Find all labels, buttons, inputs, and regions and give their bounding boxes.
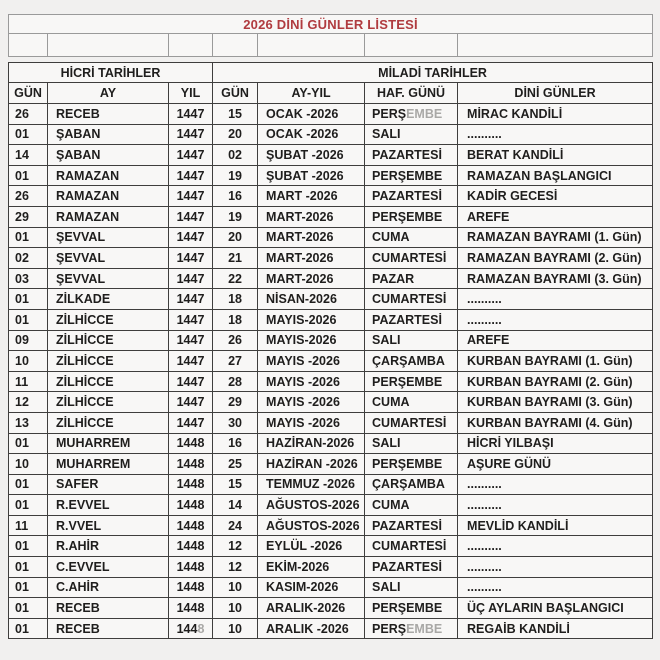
table-cell: 18 (213, 309, 258, 330)
table-cell: ŞEVVAL (48, 227, 169, 248)
table-cell: 09 (9, 330, 48, 351)
table-cell: RECEB (48, 104, 169, 125)
table-cell: 1447 (169, 206, 213, 227)
spacer-cell (213, 34, 258, 57)
table-cell: ZİLHİCCE (48, 412, 169, 433)
table-cell: ZİLHİCCE (48, 371, 169, 392)
section-header-row (9, 63, 653, 83)
table-cell: .......... (458, 536, 653, 557)
table-row (9, 577, 653, 598)
table-cell: .......... (458, 289, 653, 310)
table-cell: AĞUSTOS-2026 (258, 495, 365, 516)
table-cell: 25 (213, 454, 258, 475)
table-cell: ŞABAN (48, 124, 169, 145)
table-cell: CUMARTESİ (365, 289, 458, 310)
table-cell: 10 (213, 577, 258, 598)
table-cell: RAMAZAN BAYRAMI (1. Gün) (458, 227, 653, 248)
table-cell: PAZARTESİ (365, 186, 458, 207)
table-cell: 10 (213, 618, 258, 639)
table-cell: 18 (213, 289, 258, 310)
table-cell: MEVLİD KANDİLİ (458, 515, 653, 536)
table-cell: HİCRİ YILBAŞI (458, 433, 653, 454)
table-cell: RAMAZAN BAYRAMI (3. Gün) (458, 268, 653, 289)
table-cell: OCAK -2026 (258, 124, 365, 145)
table-cell: MART-2026 (258, 268, 365, 289)
table-cell: 1448 (169, 515, 213, 536)
table-cell: PERŞEMBE (365, 165, 458, 186)
table-cell: ZİLKADE (48, 289, 169, 310)
table-cell: 1447 (169, 104, 213, 125)
table-cell: 02 (213, 145, 258, 166)
table-row (9, 433, 653, 454)
table-cell: .......... (458, 495, 653, 516)
cell-text-faded: EMBE (406, 106, 443, 121)
table-row (9, 474, 653, 495)
spacer-row (9, 34, 653, 57)
table-cell: KURBAN BAYRAMI (2. Gün) (458, 371, 653, 392)
table-cell: 12 (213, 536, 258, 557)
table-cell: 1447 (169, 392, 213, 413)
table-cell: AREFE (458, 330, 653, 351)
table-cell: 1448 (169, 433, 213, 454)
table-row (9, 598, 653, 619)
table-cell: REGAİB KANDİLİ (458, 618, 653, 639)
table-cell: 1447 (169, 145, 213, 166)
table-cell: CUMARTESİ (365, 412, 458, 433)
table-cell: PAZARTESİ (365, 515, 458, 536)
section-header-miladi: MİLADİ TARİHLER (213, 63, 653, 83)
table-cell: KADİR GECESİ (458, 186, 653, 207)
table-cell: 1447 (169, 248, 213, 269)
column-header-haf-gunu: HAF. GÜNÜ (365, 83, 458, 104)
table-cell: R.EVVEL (48, 495, 169, 516)
table-cell: 14 (213, 495, 258, 516)
table-cell: 10 (213, 598, 258, 619)
table-row (9, 104, 653, 125)
table-cell: KURBAN BAYRAMI (4. Gün) (458, 412, 653, 433)
table-cell: 01 (9, 577, 48, 598)
table-cell: 15 (213, 104, 258, 125)
table-cell (365, 104, 458, 125)
table-cell: KASIM-2026 (258, 577, 365, 598)
table-cell: 13 (9, 412, 48, 433)
table-cell: MAYIS -2026 (258, 412, 365, 433)
table-cell: R.VVEL (48, 515, 169, 536)
table-cell: 01 (9, 433, 48, 454)
table-cell: 1447 (169, 186, 213, 207)
table-cell: 1448 (169, 474, 213, 495)
table-row (9, 186, 653, 207)
section-header-hicri: HİCRİ TARİHLER (9, 63, 213, 83)
table-cell: 02 (9, 248, 48, 269)
page-title: 2026 DİNİ GÜNLER LİSTESİ (9, 15, 653, 34)
table-cell: 12 (213, 557, 258, 578)
table-cell: 20 (213, 124, 258, 145)
table-cell: 22 (213, 268, 258, 289)
table-row (9, 124, 653, 145)
table-cell: MAYIS-2026 (258, 309, 365, 330)
table-cell: ŞEVVAL (48, 268, 169, 289)
table-cell: 10 (9, 351, 48, 372)
table-cell: 29 (213, 392, 258, 413)
table-cell: RAMAZAN (48, 186, 169, 207)
table-cell: MAYIS -2026 (258, 392, 365, 413)
table-cell: MART-2026 (258, 227, 365, 248)
table-cell: 01 (9, 289, 48, 310)
table-cell: MART-2026 (258, 206, 365, 227)
title-block (8, 14, 653, 57)
table-cell: SALI (365, 433, 458, 454)
table-cell: 01 (9, 557, 48, 578)
table-cell: MAYIS-2026 (258, 330, 365, 351)
table-cell: PAZARTESİ (365, 145, 458, 166)
column-header-dini-gunler: DİNİ GÜNLER (458, 83, 653, 104)
table-cell: CUMARTESİ (365, 248, 458, 269)
table-cell: NİSAN-2026 (258, 289, 365, 310)
table-cell: SAFER (48, 474, 169, 495)
table-cell: MAYIS -2026 (258, 351, 365, 372)
table-cell: 1448 (169, 454, 213, 475)
table-cell: ŞUBAT -2026 (258, 165, 365, 186)
table-cell: HAZİRAN-2026 (258, 433, 365, 454)
table-cell: AŞURE GÜNÜ (458, 454, 653, 475)
table-cell: ZİLHİCCE (48, 392, 169, 413)
table-cell: .......... (458, 557, 653, 578)
table-row (9, 248, 653, 269)
spacer-cell (458, 34, 653, 57)
table-cell: PAZARTESİ (365, 309, 458, 330)
column-header-row (9, 83, 653, 104)
table-cell: MART-2026 (258, 248, 365, 269)
table-cell: AĞUSTOS-2026 (258, 515, 365, 536)
table-cell: 01 (9, 227, 48, 248)
table-cell: EYLÜL -2026 (258, 536, 365, 557)
table-body (9, 104, 653, 639)
table-row (9, 557, 653, 578)
table-cell: 10 (9, 454, 48, 475)
cell-text: 144 (176, 621, 198, 636)
table-cell: 15 (213, 474, 258, 495)
table-cell: TEMMUZ -2026 (258, 474, 365, 495)
table-cell: ÜÇ AYLARIN BAŞLANGICI (458, 598, 653, 619)
religious-days-table (8, 62, 653, 639)
table-row (9, 165, 653, 186)
table-cell (169, 618, 213, 639)
spacer-cell (169, 34, 213, 57)
table-row (9, 412, 653, 433)
table-cell: RAMAZAN BAYRAMI (2. Gün) (458, 248, 653, 269)
table-cell (365, 618, 458, 639)
table-cell: .......... (458, 124, 653, 145)
column-header-ay-yil: AY-YIL (258, 83, 365, 104)
table-row (9, 227, 653, 248)
table-cell: BERAT KANDİLİ (458, 145, 653, 166)
table-cell: 01 (9, 598, 48, 619)
table-cell: PAZAR (365, 268, 458, 289)
table-cell: PAZARTESİ (365, 557, 458, 578)
table-row (9, 454, 653, 475)
table-cell: 1448 (169, 557, 213, 578)
table-cell: RECEB (48, 618, 169, 639)
table-cell: KURBAN BAYRAMI (1. Gün) (458, 351, 653, 372)
table-cell: 27 (213, 351, 258, 372)
cell-text-faded: 8 (197, 621, 205, 636)
table-cell: ZİLHİCCE (48, 330, 169, 351)
table-cell: 20 (213, 227, 258, 248)
table-cell: MAYIS -2026 (258, 371, 365, 392)
table-cell: 26 (9, 186, 48, 207)
table-cell: CUMARTESİ (365, 536, 458, 557)
table-cell: 16 (213, 433, 258, 454)
table-cell: 28 (213, 371, 258, 392)
table-cell: CUMA (365, 495, 458, 516)
table-cell: ÇARŞAMBA (365, 351, 458, 372)
table-cell: R.AHİR (48, 536, 169, 557)
cell-text: PERŞ (372, 106, 407, 121)
table-cell: RAMAZAN BAŞLANGICI (458, 165, 653, 186)
table-cell: MUHARREM (48, 454, 169, 475)
table-cell: 1448 (169, 598, 213, 619)
table-cell: AREFE (458, 206, 653, 227)
table-row (9, 330, 653, 351)
table-cell: 14 (9, 145, 48, 166)
table-cell: 01 (9, 536, 48, 557)
column-header-hicri-yil: YIL (169, 83, 213, 104)
column-header-hicri-gun: GÜN (9, 83, 48, 104)
table-cell: RAMAZAN (48, 165, 169, 186)
table-cell: PERŞEMBE (365, 371, 458, 392)
column-header-hicri-ay: AY (48, 83, 169, 104)
table-cell: C.EVVEL (48, 557, 169, 578)
table-cell: 12 (9, 392, 48, 413)
column-header-miladi-gun: GÜN (213, 83, 258, 104)
table-cell: 03 (9, 268, 48, 289)
table-cell: 1448 (169, 495, 213, 516)
table-row (9, 536, 653, 557)
table-cell: RAMAZAN (48, 206, 169, 227)
table-row (9, 495, 653, 516)
table-cell: OCAK -2026 (258, 104, 365, 125)
table-cell: ZİLHİCCE (48, 309, 169, 330)
table-cell: SALI (365, 577, 458, 598)
spacer-cell (365, 34, 458, 57)
table-cell: RECEB (48, 598, 169, 619)
spacer-cell (48, 34, 169, 57)
table-row (9, 309, 653, 330)
table-row (9, 206, 653, 227)
title-row (9, 15, 653, 34)
table-cell: 26 (213, 330, 258, 351)
table-cell: 11 (9, 515, 48, 536)
table-cell: 01 (9, 309, 48, 330)
table-cell: 16 (213, 186, 258, 207)
table-cell: PERŞEMBE (365, 454, 458, 475)
table-cell: ŞUBAT -2026 (258, 145, 365, 166)
table-cell: SALI (365, 330, 458, 351)
table-cell: 29 (9, 206, 48, 227)
table-row (9, 351, 653, 372)
table-cell: 1447 (169, 309, 213, 330)
table-cell: 01 (9, 165, 48, 186)
table-cell: 1447 (169, 227, 213, 248)
table-cell: ÇARŞAMBA (365, 474, 458, 495)
table-cell: 01 (9, 124, 48, 145)
table-cell: 21 (213, 248, 258, 269)
table-cell: .......... (458, 309, 653, 330)
cell-text: PERŞ (372, 621, 407, 636)
table-cell: CUMA (365, 392, 458, 413)
table-cell: 24 (213, 515, 258, 536)
table-cell: 1447 (169, 289, 213, 310)
table-cell: 01 (9, 495, 48, 516)
table-cell: 1447 (169, 371, 213, 392)
table-cell: 19 (213, 206, 258, 227)
table-cell: SALI (365, 124, 458, 145)
table-cell: 1447 (169, 330, 213, 351)
table-cell: 1447 (169, 165, 213, 186)
table-cell: HAZİRAN -2026 (258, 454, 365, 475)
table-cell: MİRAC KANDİLİ (458, 104, 653, 125)
table-row (9, 392, 653, 413)
table-cell: ŞABAN (48, 145, 169, 166)
table-cell: 11 (9, 371, 48, 392)
table-cell: 01 (9, 474, 48, 495)
table-cell: KURBAN BAYRAMI (3. Gün) (458, 392, 653, 413)
table-cell: 19 (213, 165, 258, 186)
table-cell: 1447 (169, 351, 213, 372)
table-cell: CUMA (365, 227, 458, 248)
table-cell: PERŞEMBE (365, 206, 458, 227)
table-row (9, 145, 653, 166)
table-cell: 01 (9, 618, 48, 639)
table-cell: PERŞEMBE (365, 598, 458, 619)
table-row (9, 268, 653, 289)
table-cell: 26 (9, 104, 48, 125)
table-cell: .......... (458, 474, 653, 495)
cell-text-faded: EMBE (406, 621, 443, 636)
table-cell: 30 (213, 412, 258, 433)
table-cell: C.AHİR (48, 577, 169, 598)
table-cell: ŞEVVAL (48, 248, 169, 269)
table-cell: 1447 (169, 124, 213, 145)
table-cell: ARALIK-2026 (258, 598, 365, 619)
table-cell: MUHARREM (48, 433, 169, 454)
table-cell: 1448 (169, 577, 213, 598)
table-cell: ARALIK -2026 (258, 618, 365, 639)
table-cell: 1448 (169, 536, 213, 557)
table-cell: 1447 (169, 412, 213, 433)
table-cell: MART -2026 (258, 186, 365, 207)
spacer-cell (9, 34, 48, 57)
table-cell: .......... (458, 577, 653, 598)
table-cell: 1447 (169, 268, 213, 289)
table-row (9, 371, 653, 392)
table-cell: ZİLHİCCE (48, 351, 169, 372)
table-row (9, 289, 653, 310)
table-row (9, 515, 653, 536)
spacer-cell (258, 34, 365, 57)
table-cell: EKİM-2026 (258, 557, 365, 578)
table-row (9, 618, 653, 639)
